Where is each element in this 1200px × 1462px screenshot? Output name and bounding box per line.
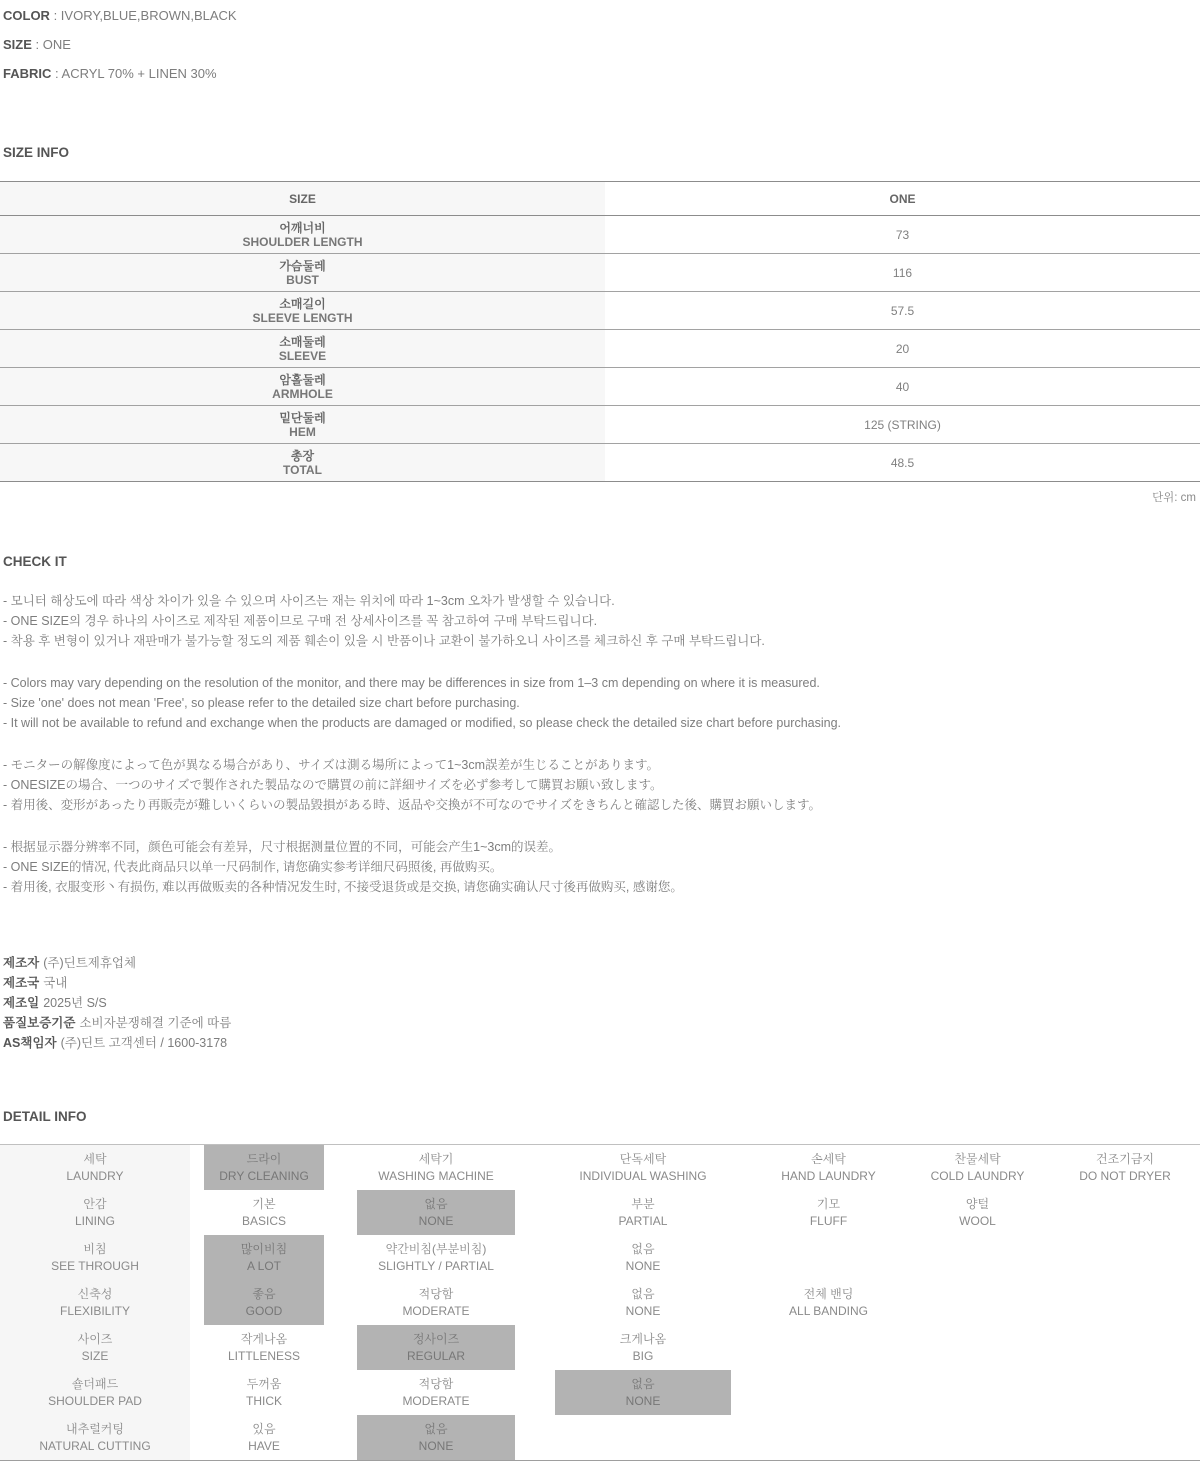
size-label: SIZE [3, 37, 32, 52]
check-note-block-ja [3, 755, 1200, 815]
measurement-label: 암홀둘레 ARMHOLE [0, 368, 605, 406]
fabric-info [0, 0, 1200, 88]
detail-option-selected: 없음 NONE [555, 1370, 732, 1415]
check-note-line: - 着用後、変形があったり再販売が難しいくらいの製品毀損がある時、返品や交換が不可なのでサイズをきちんと確認した後、購買お願いします。 [3, 798, 822, 812]
measurement-label: 총장 TOTAL [0, 444, 605, 482]
detail-option-cell [534, 1325, 752, 1370]
detail-option: 없음 NONE [625, 1242, 661, 1273]
detail-option-cell [534, 1280, 752, 1325]
manufacturer-line [3, 993, 1200, 1013]
size-table-row [0, 444, 1200, 482]
color-line [3, 1, 1200, 30]
detail-option-cell [338, 1325, 534, 1370]
detail-category-cell: 숄더패드 SHOULDER PAD [0, 1370, 190, 1415]
detail-empty-cell [905, 1325, 1050, 1370]
detail-option-cell [534, 1190, 752, 1235]
detail-option-cell [1050, 1145, 1200, 1190]
detail-option: 기모 FLUFF [809, 1197, 848, 1228]
detail-option: 없음 NONE [625, 1287, 661, 1318]
check-note-line: - It will not be available to refund and exchange when the products are damaged or modified, so please check the detailed size chart before purchasing. [3, 716, 842, 730]
check-note-line: - 착용 후 변형이 있거나 재판매가 불가능할 정도의 제품 훼손이 있을 시 반품이나 교환이 불가하오니 사이즈를 체크하신 후 구매 부탁드립니다. [3, 634, 765, 648]
detail-option-selected: 없음 NONE [357, 1190, 516, 1235]
detail-option-cell [338, 1235, 534, 1280]
size-table-header-one: ONE [605, 182, 1200, 216]
manufacturer-label: 제조국 [3, 976, 40, 990]
detail-option: 약간비침(부분비침) SLIGHTLY / PARTIAL [378, 1242, 494, 1273]
detail-option: 양털 WOOL [959, 1197, 996, 1228]
measurement-value: 20 [605, 330, 1200, 368]
check-it-heading: CHECK IT [3, 554, 67, 569]
detail-empty-cell [905, 1280, 1050, 1325]
detail-option: 건조기금지 DO NOT DRYER [1079, 1152, 1171, 1183]
measurement-value: 40 [605, 368, 1200, 406]
detail-option-cell [190, 1145, 338, 1190]
measurement-value: 125 (STRING) [605, 406, 1200, 444]
detail-option: 부분 PARTIAL [618, 1197, 668, 1228]
detail-category-cell: 세탁 LAUNDRY [0, 1145, 190, 1190]
detail-info-heading: DETAIL INFO [3, 1109, 87, 1124]
size-table [0, 181, 1200, 482]
manufacturer-label: 품질보증기준 [3, 1016, 76, 1030]
detail-option: 전체 밴딩 ALL BANDING [789, 1287, 868, 1318]
detail-empty-cell [1050, 1415, 1200, 1460]
measurement-label: 소매길이 SLEEVE LENGTH [0, 292, 605, 330]
detail-empty-cell [752, 1325, 905, 1370]
detail-empty-cell [905, 1235, 1050, 1280]
measurement-label: 소매둘레 SLEEVE [0, 330, 605, 368]
detail-option-cell [905, 1190, 1050, 1235]
manufacturer-value: (주)딘트제휴업체 [43, 956, 137, 970]
check-note-line: - ONESIZEの場合、一つのサイズで製作された製品なので購買の前に詳細サイズを必ず参考して購買お願い致します。 [3, 778, 663, 792]
detail-empty-cell [752, 1415, 905, 1460]
detail-option: 찬물세탁 COLD LAUNDRY [930, 1152, 1025, 1183]
check-note-block-ko [3, 591, 1200, 651]
fabric-line [3, 59, 1200, 88]
size-line [3, 30, 1200, 59]
check-note-line: - モニターの解像度によって色が異なる場合があり、サイズは測る場所によって1~3cm誤差が生じることがあります。 [3, 758, 660, 772]
check-note-line: - 根据显示器分辨率不同，颜色可能会有差异，尺寸根据测量位置的不同，可能会产生1~3cm的误差。 [3, 840, 562, 854]
detail-option: 세탁기 WASHING MACHINE [378, 1152, 494, 1183]
detail-option-cell [752, 1280, 905, 1325]
manufacturer-info [3, 953, 1200, 1053]
color-value: : IVORY,BLUE,BROWN,BLACK [53, 8, 237, 23]
detail-option-selected: 없음 NONE [357, 1415, 516, 1460]
manufacturer-line [3, 1013, 1200, 1033]
manufacturer-label: 제조일 [3, 996, 40, 1010]
detail-empty-cell [1050, 1280, 1200, 1325]
detail-option-cell [534, 1235, 752, 1280]
detail-category-cell: 안감 LINING [0, 1190, 190, 1235]
detail-info-grid [0, 1144, 1200, 1461]
unit-note: 단위: cm [1152, 492, 1196, 504]
measurement-value: 48.5 [605, 444, 1200, 482]
detail-option-selected: 정사이즈 REGULAR [357, 1325, 516, 1370]
detail-category-cell: 사이즈 SIZE [0, 1325, 190, 1370]
measurement-value: 116 [605, 254, 1200, 292]
detail-option-cell [190, 1415, 338, 1460]
detail-empty-cell [1050, 1370, 1200, 1415]
detail-option-cell [338, 1280, 534, 1325]
size-table-body [0, 216, 1200, 482]
detail-option: 있음 HAVE [248, 1422, 280, 1453]
size-table-row [0, 216, 1200, 254]
size-table-row [0, 292, 1200, 330]
detail-empty-cell [905, 1415, 1050, 1460]
detail-option-selected: 드라이 DRY CLEANING [204, 1145, 324, 1190]
size-table-row [0, 330, 1200, 368]
manufacturer-line [3, 973, 1200, 993]
measurement-label: 밑단둘레 HEM [0, 406, 605, 444]
detail-option-cell [905, 1145, 1050, 1190]
detail-option: 손세탁 HAND LAUNDRY [781, 1152, 876, 1183]
detail-option-cell [338, 1145, 534, 1190]
detail-option-cell [190, 1325, 338, 1370]
size-info-heading: SIZE INFO [3, 145, 70, 160]
detail-option-cell [752, 1145, 905, 1190]
check-note-block-en [3, 673, 1200, 733]
check-note-line: - ONE SIZE의 경우 하나의 사이즈로 제작된 제품이므로 구매 전 상세사이즈를 꼭 참고하여 구매 부탁드립니다. [3, 614, 598, 628]
check-note-line: - 모니터 해상도에 따라 색상 차이가 있을 수 있으며 사이즈는 재는 위치에 따라 1~3cm 오차가 발생할 수 있습니다. [3, 594, 615, 608]
detail-option-cell [752, 1190, 905, 1235]
size-value: : ONE [35, 37, 71, 52]
detail-option: 작게나옴 LITTLENESS [227, 1332, 301, 1363]
check-it-blocks [0, 591, 1200, 897]
detail-option-cell [190, 1370, 338, 1415]
fabric-value: : ACRYL 70% + LINEN 30% [55, 66, 217, 81]
manufacturer-value: 국내 [43, 976, 68, 990]
measurement-label: 어깨너비 SHOULDER LENGTH [0, 216, 605, 254]
size-table-header-size: SIZE [0, 182, 605, 216]
detail-option: 적당함 MODERATE [402, 1377, 470, 1408]
detail-empty-cell [534, 1415, 752, 1460]
detail-option-cell [190, 1280, 338, 1325]
detail-category-cell: 비침 SEE THROUGH [0, 1235, 190, 1280]
check-note-line: - Size 'one' does not mean 'Free', so please refer to the detailed size chart before purchasing. [3, 696, 520, 710]
detail-option: 크게나옴 BIG [619, 1332, 667, 1363]
check-note-line: - ONE SIZE的情况, 代表此商品只以单一尺码制作, 请您确实参考详细尺码照後, 再做购买。 [3, 860, 503, 874]
size-table-row [0, 254, 1200, 292]
size-table-row [0, 406, 1200, 444]
detail-option-selected: 많이비침 A LOT [204, 1235, 324, 1280]
detail-empty-cell [1050, 1325, 1200, 1370]
detail-option: 두꺼움 THICK [246, 1377, 282, 1408]
detail-option-cell [534, 1370, 752, 1415]
detail-empty-cell [1050, 1235, 1200, 1280]
manufacturer-label: AS책임자 [3, 1036, 57, 1050]
detail-option-selected: 좋음 GOOD [204, 1280, 324, 1325]
detail-option: 기본 BASICS [241, 1197, 286, 1228]
size-table-row [0, 368, 1200, 406]
detail-option: 단독세탁 INDIVIDUAL WASHING [579, 1152, 707, 1183]
detail-option-cell [190, 1235, 338, 1280]
size-table-header-row [0, 182, 1200, 216]
manufacturer-line [3, 953, 1200, 973]
color-label: COLOR [3, 8, 50, 23]
check-note-line: - 着用後, 衣服变形丶有损伤, 难以再做贩卖的各种情况发生时, 不接受退货或是交换, 请您确实确认尺寸後再做购买, 感谢您。 [3, 880, 683, 894]
measurement-label: 가슴둘레 BUST [0, 254, 605, 292]
detail-option-cell [338, 1370, 534, 1415]
detail-empty-cell [905, 1370, 1050, 1415]
detail-empty-cell [752, 1235, 905, 1280]
detail-option-cell [338, 1190, 534, 1235]
measurement-value: 73 [605, 216, 1200, 254]
manufacturer-value: 2025년 S/S [43, 996, 107, 1010]
check-note-line: - Colors may vary depending on the resolution of the monitor, and there may be differences in size from 1–3 cm depending on where it is measured. [3, 676, 820, 690]
detail-option-cell [190, 1190, 338, 1235]
manufacturer-value: (주)딘트 고객센터 / 1600-3178 [60, 1036, 228, 1050]
detail-option-cell [338, 1415, 534, 1460]
detail-option-cell [534, 1145, 752, 1190]
manufacturer-value: 소비자분쟁해결 기준에 따름 [79, 1016, 232, 1030]
detail-category-cell: 신축성 FLEXIBILITY [0, 1280, 190, 1325]
detail-option: 적당함 MODERATE [402, 1287, 470, 1318]
check-note-block-zh [3, 837, 1200, 897]
detail-empty-cell [1050, 1190, 1200, 1235]
fabric-label: FABRIC [3, 66, 52, 81]
manufacturer-line [3, 1033, 1200, 1053]
manufacturer-label: 제조자 [3, 956, 40, 970]
detail-category-cell: 내추럴커팅 NATURAL CUTTING [0, 1415, 190, 1460]
detail-empty-cell [752, 1370, 905, 1415]
measurement-value: 57.5 [605, 292, 1200, 330]
